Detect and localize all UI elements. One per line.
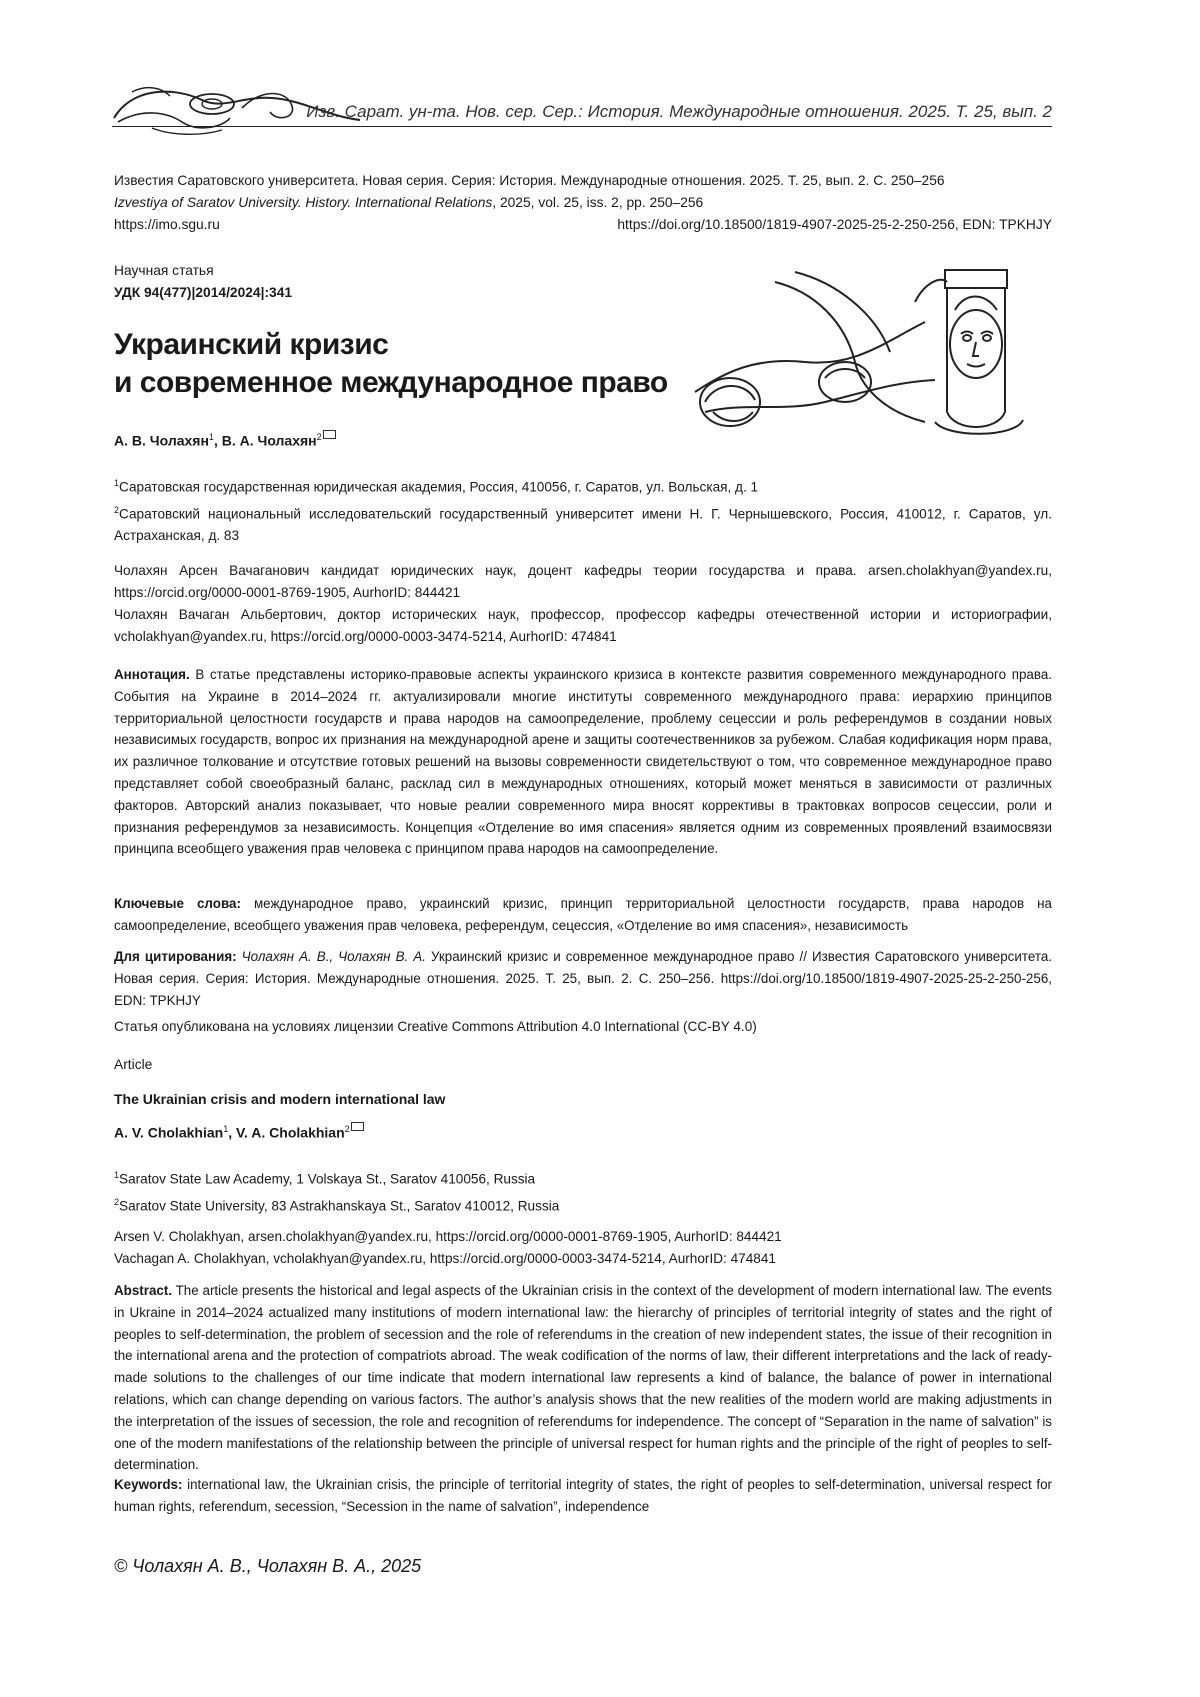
author-info-1-en: Arsen V. Cholakhyan, arsen.cholakhyan@yandex.ru, https://orcid.org/0000-0001-8769-1905, AurhorID: 844421: [114, 1226, 1052, 1248]
author-1-affil-mark: 1: [209, 432, 214, 442]
affiliation-2-en: 2Saratov State University, 83 Astrakhanskaya St., Saratov 410012, Russia: [114, 1191, 1052, 1218]
author-info-en: [114, 1226, 1052, 1270]
decorative-mascaron-illustration: [685, 262, 1025, 440]
author-1: А. В. Чолахян: [114, 433, 209, 449]
license-note: Статья опубликована на условиях лицензии Creative Commons Attribution 4.0 International (CC-BY 4.0): [114, 1016, 1052, 1038]
udc-code: УДК 94(477)|2014/2024|:341: [114, 282, 292, 304]
abstract-label: Аннотация.: [114, 667, 190, 682]
title-en: The Ukrainian crisis and modern international law: [114, 1088, 1052, 1110]
doi-link[interactable]: https://doi.org/10.18500/1819-4907-2025-25-2-250-256, EDN: TPKHJY: [617, 214, 1052, 236]
author-1-en: A. V. Cholakhian: [114, 1125, 223, 1141]
affiliations-ru: [114, 472, 1052, 547]
cite-text: Украинский кризис и современное международное право // Известия Саратовского университета. Новая серия. Серия: История. Международные отношения. 2025. Т. 25, вып. 2. С. 250–256. https://doi.org/10.18500/1819-4907-2025-25-2-250-256, EDN: TPKHJY: [114, 949, 1052, 1008]
article-type-block: [114, 260, 292, 304]
author-2-affil-mark: 2: [317, 432, 322, 442]
en-citation: [114, 192, 1052, 214]
author-info-2: Чолахян Вачаган Альбертович, доктор исторических наук, профессор, профессор кафедры отечественной истории и историографии, vcholakhyan@yandex.ru, https://orcid.org/0000-0003-3474-5214, AurhorID: 474841: [114, 604, 1052, 648]
keywords-label-en: Keywords:: [114, 1477, 182, 1492]
envelope-icon: [351, 1122, 364, 1131]
affiliation-1: 1Саратовская государственная юридическая академия, Россия, 410056, г. Саратов, ул. Вольская, д. 1: [114, 472, 1052, 499]
copyright-notice: © Чолахян А. В., Чолахян В. А., 2025: [114, 1556, 421, 1577]
authors-en: A. V. Cholakhian1, V. A. Cholakhian2: [114, 1124, 364, 1141]
author-info-2-en: Vachagan A. Cholakhyan, vcholakhyan@yandex.ru, https://orcid.org/0000-0003-3474-5214, AurhorID: 474841: [114, 1248, 1052, 1270]
links-row: [114, 214, 1052, 236]
affiliations-en: [114, 1164, 1052, 1217]
affiliation-2: 2Саратовский национальный исследовательский государственный университет имени Н. Г. Чернышевского, Россия, 410012, г. Саратов, ул. Астраханская, д. 83: [114, 499, 1052, 548]
citation-block: [114, 946, 1052, 1011]
author-2: В. А. Чолахян: [222, 433, 317, 449]
author-info-1: Чолахян Арсен Вачаганович кандидат юридических наук, доцент кафедры теории государства и права. arsen.cholakhyan@yandex.ru, https://orcid.org/0000-0001-8769-1905, AurhorID: 844421: [114, 560, 1052, 604]
keywords-text-en: international law, the Ukrainian crisis, the principle of territorial integrity of states, the right of peoples to self-determination, universal respect for human rights, referendum, secession, “Secession in the name of salvation”, independence: [114, 1477, 1052, 1514]
keywords-label: Ключевые слова:: [114, 896, 241, 911]
abstract-ru: [114, 664, 1052, 860]
en-citation-rest: , 2025, vol. 25, iss. 2, pp. 250–256: [492, 195, 703, 210]
running-header: Изв. Сарат. ун-та. Нов. сер. Сер.: История. Международные отношения. 2025. Т. 25, вып. 2: [306, 102, 1052, 122]
abstract-label-en: Abstract.: [114, 1283, 172, 1298]
author-info-ru: [114, 560, 1052, 648]
article-type-en: Article: [114, 1054, 1052, 1076]
citation-meta: [114, 170, 1052, 236]
keywords-text: международное право, украинский кризис, принцип территориальной целостности государств, права народов на самоопределение, всеобщего уважения прав человека, референдум, сецессия, «Отделение во имя спасения», независимость: [114, 896, 1052, 933]
site-link[interactable]: https://imo.sgu.ru: [114, 217, 220, 232]
authors-ru: А. В. Чолахян1, В. А. Чолахян2: [114, 432, 336, 449]
author-2-en: V. A. Cholakhian: [236, 1125, 345, 1141]
keywords-en: [114, 1474, 1052, 1518]
abstract-text-en: The article presents the historical and legal aspects of the Ukrainian crisis in the context of the development of modern international law. The events in Ukraine in 2014–2024 actualized many institutions of modern international law: the hierarchy of principles of territorial integrity of states and the right of peoples to self-determination, the problem of secession and the role of referendums in the creation of new independent states, the issue of their recognition in the international arena and the protection of compatriots abroad. The weak codification of the norms of law, their different interpretations and the lack of ready-made solutions to the challenges of our time indicate that modern international law represents a kind of balance, the balance of power in international relations, which can change depending on various factors. The author’s analysis shows that the new realities of the modern world are making adjustments in the interpretation of the issues of secession, the role and recognition of referendums for independence. The concept of “Separation in the name of salvation” is one of the modern manifestations of the relationship between the principle of universal respect for human rights and the principle of the right of peoples to self-determination.: [114, 1283, 1052, 1472]
page-title: [114, 326, 668, 402]
ru-citation: Известия Саратовского университета. Новая серия. Серия: История. Международные отношения. 2025. Т. 25, вып. 2. С. 250–256: [114, 170, 1052, 192]
cite-label: Для цитирования:: [114, 949, 237, 964]
abstract-en: [114, 1280, 1052, 1476]
article-type: Научная статья: [114, 260, 292, 282]
keywords-ru: [114, 893, 1052, 937]
affiliation-1-en: 1Saratov State Law Academy, 1 Volskaya St., Saratov 410056, Russia: [114, 1164, 1052, 1191]
envelope-icon: [323, 430, 336, 439]
en-journal-name: Izvestiya of Saratov University. History. International Relations: [114, 195, 492, 210]
abstract-text: В статье представлены историко-правовые аспекты украинского кризиса в контексте развития современного международного права. События на Украине в 2014–2024 гг. актуализировали многие институты современного международного права: иерархию принципов территориальной целостности государств и права народов на самоопределение, проблему сецессии и роль референдумов в создании новых независимых государств, вопрос их признания на международной арене и защиты соотечественников за рубежом. Слабая кодификация норм права, их различное толкование и отсутствие готовых решений на вызовы современности свидетельствуют о том, что современное международное право представляет собой своеобразный баланс, расклад сил в международных отношениях, который может меняться в зависимости от различных факторов. Авторский анализ показывает, что новые реалии современного мира вносят коррективы в трактовках вопросов сецессии, роли и признания референдумов за независимость. Концепция «Отделение во имя спасения» является одним из современных проявлений взаимосвязи принципа всеобщего уважения прав человека с принципом права народов на самоопределение.: [114, 667, 1052, 856]
title-line-2: и современное международное право: [114, 364, 668, 402]
title-line-1: Украинский кризис: [114, 326, 668, 364]
cite-authors: Чолахян А. В., Чолахян В. А.: [242, 949, 426, 964]
header-rule: [112, 126, 1052, 127]
